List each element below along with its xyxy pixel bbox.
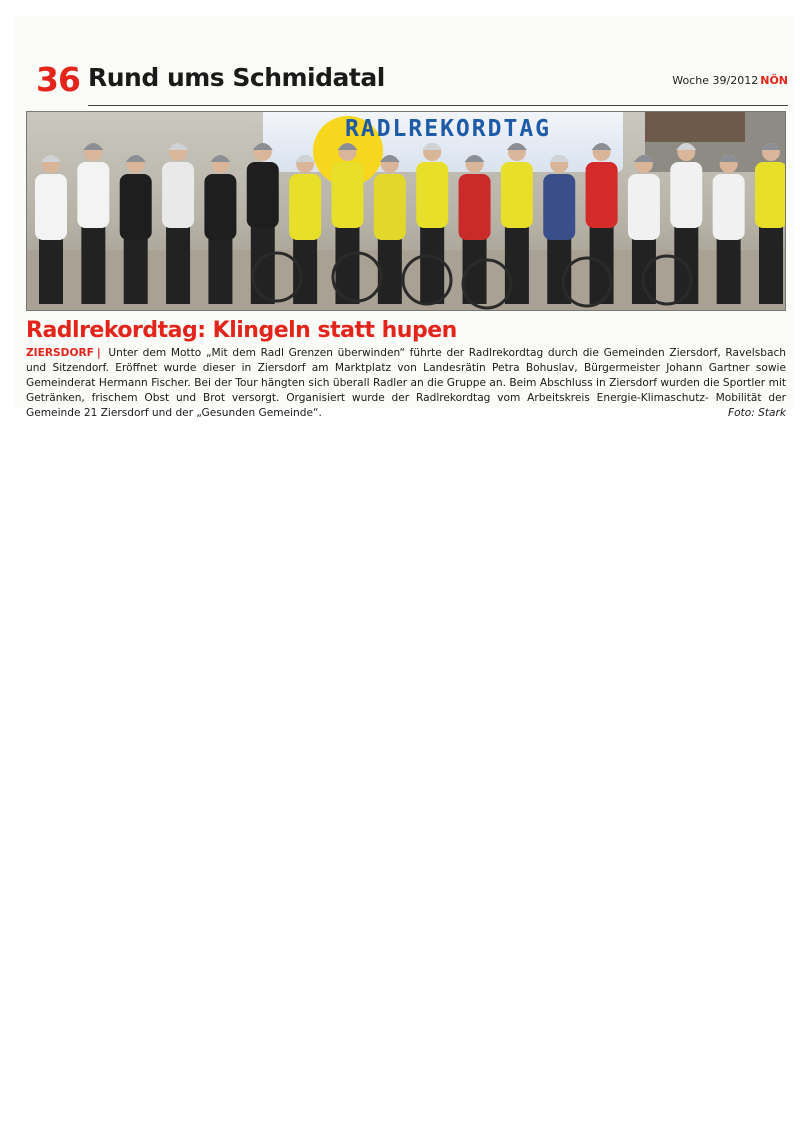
- article-text: Unter dem Motto „Mit dem Radl Grenzen überwinden“ führte der Radlrekordtag durch die Gemeinden Ziersdorf, Ravelsbach und Sitzendorf. Eröffnet wurde dieser in Ziersdorf am Marktplatz von Landesrätin Petra Bohuslav, Bürgermeister Johann Gartner sowie Gemeinderat Hermann Fischer. Bei der Tour hängten sich überall Radler an die Gruppe an. Beim Abschluss in Ziersdorf wurden die Sportler mit Getränken, frischem Obst und Brot versorgt. Organisiert wurde der Radlrekordtag vom Arbeitskreis Energie-Klimaschutz- Mobilität der Gemeinde 21 Ziersdorf und der „Gesunden Gemeinde“.: [26, 347, 786, 419]
- cyclists-group-graphic: [27, 112, 785, 310]
- person-silhouette: [247, 143, 279, 304]
- issue-info: [672, 74, 788, 87]
- page-header: [24, 44, 794, 99]
- issue-week: Woche 39/2012: [672, 74, 759, 87]
- person-silhouette: [289, 155, 321, 304]
- person-silhouette: [162, 143, 194, 304]
- person-silhouette: [586, 143, 618, 304]
- person-silhouette: [501, 143, 533, 304]
- banner-text: RADLREKORDTAG: [345, 116, 552, 142]
- page-number: 36: [36, 60, 80, 99]
- person-silhouette: [204, 155, 236, 304]
- dateline-separator: |: [96, 347, 101, 359]
- article-dateline: ZIERSDORF: [26, 347, 94, 359]
- person-silhouette: [35, 155, 67, 304]
- person-silhouette: [331, 143, 363, 304]
- person-silhouette: [416, 143, 448, 304]
- photo-credit: Foto: Stark: [727, 407, 786, 419]
- brand-logo: NÖN: [760, 74, 788, 87]
- section-title: Rund ums Schmidatal: [88, 63, 385, 92]
- header-divider: [88, 105, 788, 106]
- group-photo: [26, 111, 786, 311]
- person-silhouette: [543, 155, 575, 304]
- article-headline: Radlrekordtag: Klingeln statt hupen: [26, 318, 457, 343]
- person-silhouette: [374, 155, 406, 304]
- person-silhouette: [670, 143, 702, 304]
- newspaper-clipping: [14, 16, 794, 419]
- person-silhouette: [77, 143, 109, 304]
- person-silhouette: [120, 155, 152, 304]
- person-silhouette: [755, 143, 785, 304]
- person-silhouette: [713, 155, 745, 304]
- article-body: [26, 346, 786, 421]
